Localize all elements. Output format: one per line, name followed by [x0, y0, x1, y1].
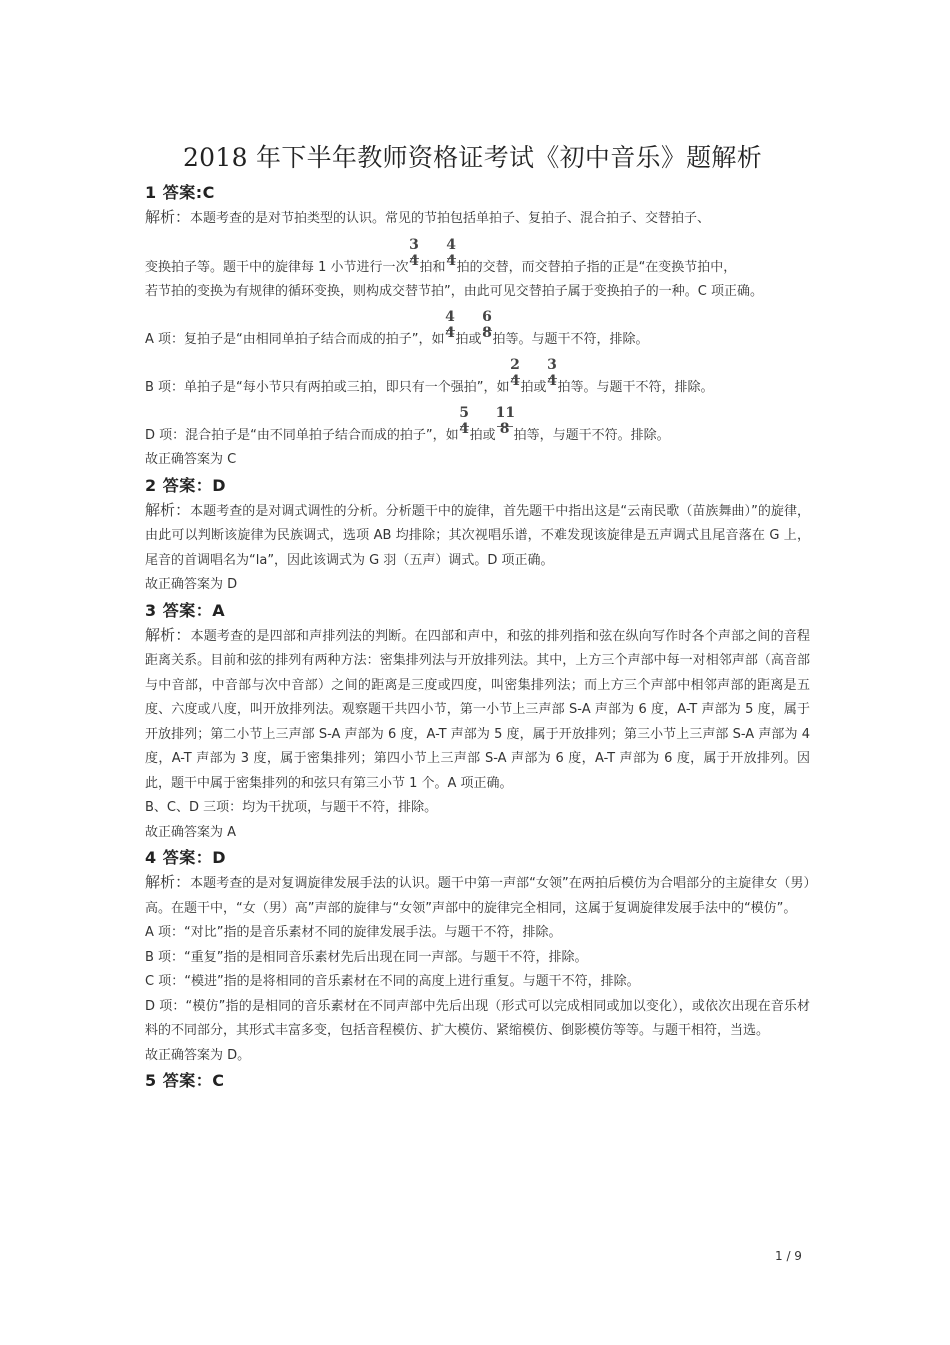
- fraction-d2: 11 8: [495, 405, 516, 437]
- fraction-a2: 6 8: [482, 309, 492, 341]
- q5-answer: 5 答案：C: [145, 1071, 225, 1090]
- q2-conclusion: 故正确答案为 D: [145, 577, 238, 592]
- fraction-b1: 2 4: [510, 357, 520, 389]
- q3-options-bcd: B、C、D 三项：均为干扰项，与题干不符，排除。: [145, 800, 438, 815]
- fraction-d1: 5 4: [459, 405, 469, 437]
- q1-text1: 本题考查的是对节拍类型的认识。常见的节拍包括单拍子、复拍子、混合拍子、交替拍子、: [190, 211, 711, 226]
- q2-answer: 2 答案：D: [145, 475, 226, 495]
- q4-conclusion: 故正确答案为 D。: [145, 1047, 251, 1063]
- page-title: 2018 年下半年教师资格证考试《初中音乐》题解析: [182, 143, 763, 172]
- q4-answer: 4 答案：D: [145, 848, 226, 867]
- q1-text2b: 拍和: [419, 259, 446, 275]
- q3-conclusion: 故正确答案为 A: [145, 824, 237, 840]
- q1-option-b: B 项：单拍子是“每小节只有两拍或三拍，即只有一个强拍”，如 2 4 拍或 3 4 拍等。与题干不符，排除。: [145, 357, 714, 395]
- q4-option-c: C 项：“模进”指的是将相同的音乐素材在不同的高度上进行重复。与题干不符，排除。: [145, 974, 640, 989]
- q1-text2c: 拍的交替，而交替拍子指的正是“在变换节拍中，: [456, 259, 737, 275]
- q1-text2a: 变换拍子等。题干中的旋律每 1 小节进行一次: [145, 259, 409, 275]
- q4-option-d: D 项：“模仿”指的是相同的音乐素材在不同声部中先后出现（形式可以完成相同或加以变化），或依次出现在音乐材料的不同部分，其形式丰富多变，包括音程模仿、扩大模仿、紧缩模仿、倒影模仿等等。与题干相符，当选。: [145, 998, 810, 1038]
- q3-answer: 3 答案：A: [145, 600, 226, 620]
- q1-option-d: D 项：混合拍子是“由不同单拍子结合而成的拍子”，如 5 4 拍或 11 8 拍等，与题干不符。排除。: [145, 405, 670, 443]
- q1-answer: 1 答案:C: [145, 183, 215, 202]
- q1-conclusion: 故正确答案为 C: [145, 452, 237, 467]
- page-number: 1 / 9: [775, 1249, 802, 1263]
- q1-label: 解析：: [145, 208, 191, 226]
- q1-line1: [145, 205, 810, 232]
- q4-option-b: B 项：“重复”指的是相同音乐素材先后出现在同一声部。与题干不符，排除。: [145, 949, 588, 965]
- q2-analysis: 解析：本题考查的是对调式调性的分析。分析题干中的旋律，首先题干中指出这是“云南民歌（苗族舞曲）”的旋律，由此可以判断该旋律为民族调式，选项 AB 均排除；其次视唱乐谱，不难发现该旋律是五声调式且尾音落在 G 上，尾音的首调唱名为“la”，因此该调式为 G 羽（五声）调式。D 项正确。: [145, 500, 810, 568]
- fraction-b2: 3 4: [547, 357, 557, 389]
- document-page: [145, 138, 810, 1093]
- q1-paragraph2: 若节拍的变换为有规律的循环变换，则构成交替节拍”，由此可见交替拍子属于变换拍子的一种。C 项正确。: [145, 283, 763, 299]
- q4-analysis: 解析：本题考查的是对复调旋律发展手法的认识。题干中第一声部“女领”在两拍后模仿为合唱部分的主旋律女（男）高。在题干中，“女（男）高”声部的旋律与“女领”声部中的旋律完全相同，这属于复调旋律发展手法中的“模仿”。: [145, 873, 810, 916]
- fraction-4-4: 4 4: [446, 236, 456, 269]
- q3-analysis: 解析：本题考查的是四部和声排列法的判断。在四部和声中，和弦的排列指和弦在纵向写作时各个声部之间的音程距离关系。目前和弦的排列有两种方法：密集排列法与开放排列法。其中，上方三个声部中每一对相邻声部（高音部与中音部，中音部与次中音部）之间的距离是三度或四度，叫密集排列法；而上方三个声部中相邻声部的距离是五度、六度或八度，叫开放排列法。观察题干共四小节，第一小节上三声部 S-A 声部为 6 度，A-T 声部为 5 度，属于开放排列；第二小节上三声部 S-A 声部为 6 度，A-T 声部为 5 度，属于开放排列；第三小节上三声部 S-A 声部为 4 度，A-T 声部为 3 度，属于密集排列；第四小节上三声部 S-A 声部为 6 度，A-T 声部为 6 度，属于开放排列。因此，题干中属于密集排列的和弦只有第三小节 1 个。A 项正确。: [145, 625, 810, 791]
- fraction-a1: 4 4: [445, 309, 455, 341]
- fraction-3-4: 3 4: [409, 236, 419, 269]
- q1-fraction-line: [145, 232, 810, 280]
- q1-option-a: A 项：复拍子是“由相同单拍子结合而成的拍子”，如 4 4 拍或 6 8 拍等。与题干不符，排除。: [145, 309, 649, 347]
- q4-option-a: A 项：“对比”指的是音乐素材不同的旋律发展手法。与题干不符，排除。: [145, 925, 562, 940]
